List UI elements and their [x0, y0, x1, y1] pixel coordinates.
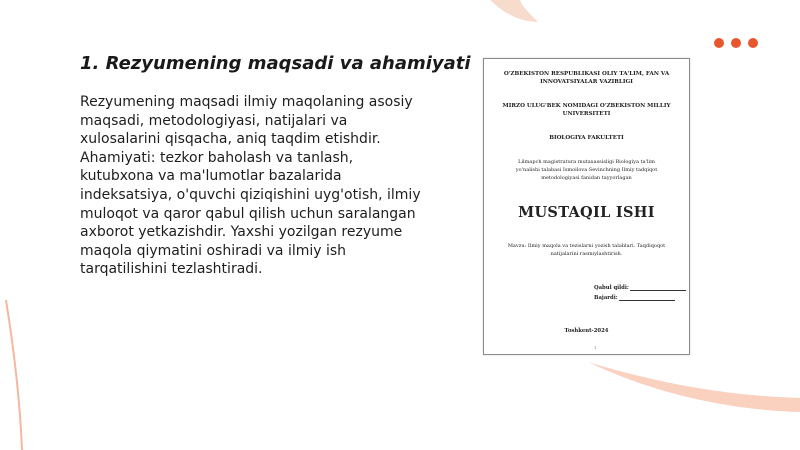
doc-faculty: BIOLOGIYA FAKULTETI	[549, 135, 624, 141]
doc-accepted-row	[594, 284, 686, 291]
doc-graded-row	[594, 294, 675, 301]
slide-heading: 1. Rezyumening maqsadi va ahamiyati	[80, 53, 471, 74]
dot-3	[748, 38, 758, 48]
doc-ministry: O'ZBEKISTON RESPUBLIKASI OLIY TA'LIM, FAN VA INNOVATSIYALAR VAZIRLIGI	[503, 71, 670, 85]
dot-1	[714, 38, 724, 48]
top-swoosh	[490, 0, 538, 22]
doc-city-year: Toshkent-2024	[564, 328, 609, 334]
doc-university: MIRZO ULUG'BEK NOMIDAGI O'ZBEKISTON MILLIY UNIVERSITETI	[502, 103, 671, 117]
left-edge-curve	[6, 300, 22, 450]
signature-line	[630, 284, 686, 291]
signature-line	[619, 294, 675, 301]
doc-accepted-label: Qabul qildi:	[594, 285, 629, 291]
doc-footer-mark: 1	[594, 345, 597, 350]
doc-subject: Lilmapch magistratura mutaxassisligi Biologiya ta'lim yo'nalishi talabasi Ismoilova Sevinchning Ilmiy tadqiqot metodologiyasi fanidan tayyorlagan	[515, 159, 658, 181]
slide-body-text: Rezyumening maqsadi ilmiy maqolaning asosiy maqsadi, metodologiyasi, natijalari va xulosalarini qisqacha, aniq taqdim etishdir. Ahamiyati: tezkor baholash va tanlash, kutubxona va ma'lumotlar bazalarida indeksatsiya, o'quvchi qiziqishini uyg'otish, ilmiy muloqot va qaror qabul qilish uchun saralangan axborot yetkazishdir. Yaxshi yozilgan rezyume maqola qiymatini oshiradi va ilmiy ish tarqatilishini tezlashtiradi.	[80, 94, 421, 278]
doc-topic: Mavzu: Ilmiy maqola va tezislarni yozish talablari. Taqdiqoqot natijalarini rasmiylashtirish.	[507, 243, 666, 257]
doc-graded-label: Bajardi:	[594, 295, 618, 301]
title-page-image	[483, 58, 690, 355]
right-swoosh	[588, 362, 800, 412]
doc-title: MUSTAQIL ISHI	[518, 204, 655, 221]
dot-2	[731, 38, 741, 48]
decorative-dots	[714, 38, 758, 48]
